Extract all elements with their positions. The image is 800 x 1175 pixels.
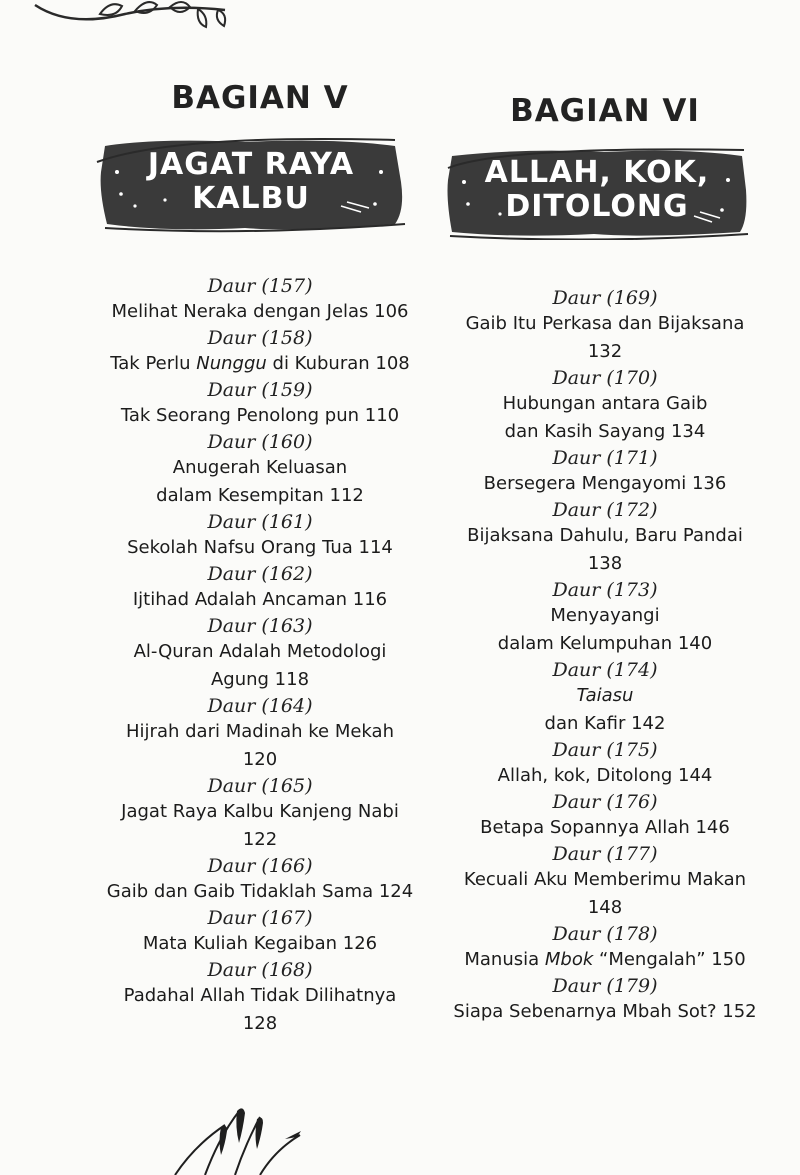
title-italic-text: Taiasu (576, 685, 634, 706)
toc-entry (440, 366, 770, 446)
chapter-title (85, 666, 435, 694)
title-text: 128 (242, 1013, 278, 1034)
toc-entry (85, 774, 435, 854)
title-text: dalam Kelumpuhan 140 (497, 633, 713, 654)
daur-number: Daur (167) (207, 907, 313, 929)
title-text: Betapa Sopannya Allah 146 (480, 817, 730, 838)
title-italic-text: Mbok (544, 949, 594, 970)
daur-number: Daur (177) (552, 843, 658, 865)
toc-entry (440, 498, 770, 578)
daur-number: Daur (158) (207, 327, 313, 349)
title-text: Jagat Raya Kalbu Kanjeng Nabi (121, 801, 399, 822)
chapter-title (85, 350, 435, 378)
title-text: Mata Kuliah Kegaiban 126 (142, 933, 378, 954)
leaf-vine-icon (30, 0, 230, 30)
toc-entry (440, 738, 770, 790)
daur-number: Daur (166) (207, 855, 313, 877)
toc-entry (85, 958, 435, 1038)
daur-number: Daur (168) (207, 959, 313, 981)
title-text: “Mengalah” 150 (593, 949, 746, 970)
daur-number: Daur (170) (552, 367, 658, 389)
toc-entry (85, 614, 435, 694)
title-text: 122 (242, 829, 278, 850)
chapter-title (85, 878, 435, 906)
chapter-title (440, 550, 770, 578)
title-text: 138 (587, 553, 623, 574)
chapter-title (85, 798, 435, 826)
chapter-title (440, 894, 770, 922)
banner-title (95, 148, 407, 216)
title-text: Ijtihad Adalah Ancaman 116 (132, 589, 388, 610)
daur-number: Daur (179) (552, 975, 658, 997)
title-text: Agung 118 (210, 669, 310, 690)
daur-number: Daur (162) (207, 563, 313, 585)
toc-entry (85, 274, 435, 326)
chapter-title (440, 710, 770, 738)
title-text: Kecuali Aku Memberimu Makan (463, 869, 747, 890)
toc-entry (85, 562, 435, 614)
title-text: dalam Kesempitan 112 (156, 485, 364, 506)
title-text: 132 (587, 341, 623, 362)
title-text: Gaib dan Gaib Tidaklah Sama 124 (106, 881, 414, 902)
title-text: Hubungan antara Gaib (502, 393, 708, 414)
chapter-title (85, 1010, 435, 1038)
chapter-title (440, 946, 770, 974)
toc-entry (440, 922, 770, 974)
toc-entry (440, 446, 770, 498)
chapter-title (85, 638, 435, 666)
toc-entry (440, 658, 770, 738)
toc-entry (85, 378, 435, 430)
title-text: 148 (587, 897, 623, 918)
chapter-title (440, 310, 770, 338)
daur-number: Daur (176) (552, 791, 658, 813)
title-text: Al-Quran Adalah Metodologi (133, 641, 387, 662)
title-text: Manusia (464, 949, 545, 970)
section-banner (95, 132, 407, 234)
chapter-title (85, 534, 435, 562)
chapter-title (440, 630, 770, 658)
title-text: Tak Perlu (110, 353, 197, 374)
chapter-title (440, 682, 770, 710)
banner-title (444, 156, 750, 224)
toc-entry (85, 906, 435, 958)
title-text: Bersegera Mengayomi 136 (483, 473, 727, 494)
chapter-title (440, 338, 770, 366)
title-text: Hijrah dari Madinah ke Mekah (126, 721, 394, 742)
section-banner (444, 140, 750, 240)
chapter-title (440, 762, 770, 790)
chapter-title (85, 826, 435, 854)
daur-number: Daur (164) (207, 695, 313, 717)
banner-line: KALBU (192, 181, 310, 216)
toc-entry (440, 790, 770, 842)
chapter-title (440, 470, 770, 498)
chapter-title (440, 866, 770, 894)
daur-number: Daur (157) (207, 275, 313, 297)
title-text: Bijaksana Dahulu, Baru Pandai (467, 525, 743, 546)
toc-entry (85, 510, 435, 562)
daur-number: Daur (169) (552, 287, 658, 309)
chapter-title (85, 718, 435, 746)
title-text: di Kuburan 108 (266, 353, 410, 374)
toc-entry (85, 694, 435, 774)
toc-entry (440, 286, 770, 366)
toc-entry (85, 430, 435, 510)
chapter-title (85, 482, 435, 510)
daur-number: Daur (173) (552, 579, 658, 601)
chapter-title (85, 746, 435, 774)
toc-entry (440, 578, 770, 658)
title-text: Sekolah Nafsu Orang Tua 114 (127, 537, 393, 558)
chapter-title (440, 390, 770, 418)
title-text: 120 (242, 749, 278, 770)
toc-list (440, 286, 770, 1026)
daur-number: Daur (163) (207, 615, 313, 637)
daur-number: Daur (174) (552, 659, 658, 681)
title-text: Siapa Sebenarnya Mbah Sot? 152 (453, 1001, 757, 1022)
chapter-title (440, 998, 770, 1026)
daur-number: Daur (171) (552, 447, 658, 469)
title-text: Anugerah Keluasan (172, 457, 348, 478)
daur-number: Daur (159) (207, 379, 313, 401)
chapter-title (85, 586, 435, 614)
toc-entry (85, 326, 435, 378)
title-text: Menyayangi (550, 605, 660, 626)
chapter-title (440, 418, 770, 446)
daur-number: Daur (172) (552, 499, 658, 521)
title-text: Gaib Itu Perkasa dan Bijaksana (465, 313, 745, 334)
daur-number: Daur (178) (552, 923, 658, 945)
daur-number: Daur (160) (207, 431, 313, 453)
banner-line: DITOLONG (505, 189, 689, 224)
chapter-title (440, 602, 770, 630)
reeds-illustration-icon (165, 1105, 325, 1175)
section-heading: BAGIAN VI (510, 93, 700, 129)
chapter-title (85, 298, 435, 326)
daur-number: Daur (161) (207, 511, 313, 533)
title-text: dan Kafir 142 (544, 713, 666, 734)
section-heading: BAGIAN V (171, 80, 349, 116)
chapter-title (440, 814, 770, 842)
toc-entry (440, 974, 770, 1026)
chapter-title (85, 454, 435, 482)
banner-line: JAGAT RAYA (147, 147, 355, 182)
title-italic-text: Nunggu (196, 353, 267, 374)
toc-entry (85, 854, 435, 906)
title-text: Padahal Allah Tidak Dilihatnya (123, 985, 397, 1006)
banner-line: ALLAH, KOK, (484, 155, 710, 190)
daur-number: Daur (175) (552, 739, 658, 761)
daur-number: Daur (165) (207, 775, 313, 797)
chapter-title (85, 982, 435, 1010)
title-text: Melihat Neraka dengan Jelas 106 (111, 301, 409, 322)
chapter-title (440, 522, 770, 550)
toc-entry (440, 842, 770, 922)
title-text: dan Kasih Sayang 134 (504, 421, 706, 442)
chapter-title (85, 402, 435, 430)
toc-list (85, 274, 435, 1038)
title-text: Allah, kok, Ditolong 144 (497, 765, 713, 786)
title-text: Tak Seorang Penolong pun 110 (120, 405, 400, 426)
chapter-title (85, 930, 435, 958)
